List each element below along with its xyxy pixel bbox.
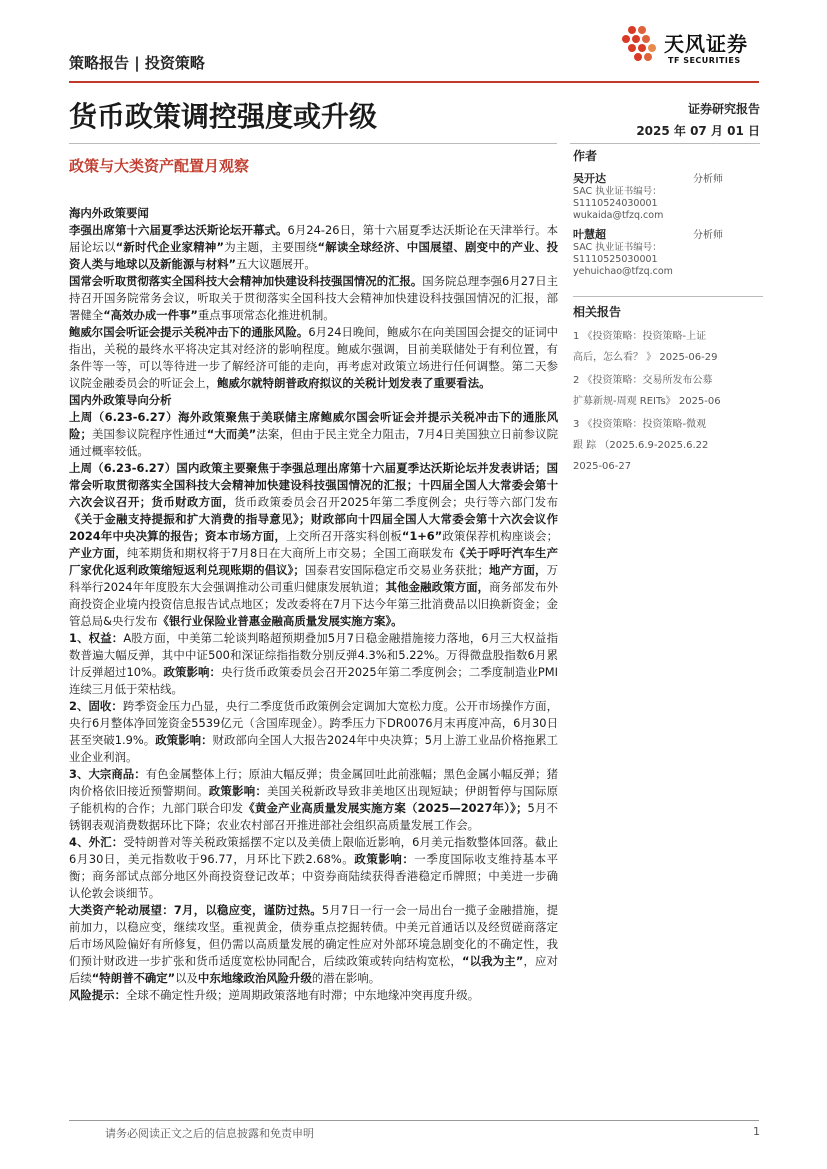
text: 法案，但由于民主党全力阻击，7月4日美国独立日前参议院通过概率较低。 xyxy=(69,427,558,458)
emph: 《银行业保险业普惠金融高质量发展实施方案》。 xyxy=(157,614,403,628)
page-subtitle: 政策与大类资产配置月观察 xyxy=(69,157,250,175)
report-date: 2025 年 07 月 01 日 xyxy=(636,124,760,138)
related-report-link[interactable] xyxy=(573,326,763,368)
report-category: 策略报告 | 投资策略 xyxy=(69,54,205,72)
text: 重点事项常态化推进机制。 xyxy=(197,308,335,322)
paragraph xyxy=(69,324,558,392)
text: 财政部向全国人大报告2024年中央决算；5月上游工业品价格拖累工业企业利润。 xyxy=(69,733,558,764)
lead: 1、权益： xyxy=(69,631,124,645)
lead: 上周（6.23-6.27）国内政策主要聚焦于李强总理出席第十六届夏季达沃斯论坛并发表讲话；国常会听取贯彻落实全国科技大会精神加快建设科技强国情况的汇报；十四届全国人大常委会第十六次会议召开；货币财政方面， xyxy=(69,461,558,509)
emph: “新时代企业家精神” xyxy=(115,240,225,254)
text: 政策保荐机构座谈会； xyxy=(442,529,558,543)
lead: 李强出席第十六届夏季达沃斯论坛开幕式。 xyxy=(69,223,288,237)
text: A股方面，中美第二轮谈判略超预期叠加5月7日稳金融措施接力落地，6月三大权益指数普遍大幅反弹，其中中证500和深证综指指数分别反弹4.3%和5.22%。万得微盘股指数6月累计反弹超过10%。 xyxy=(69,631,558,679)
emph: 政策影响： xyxy=(208,784,268,798)
author-name: 叶慧超 xyxy=(573,228,606,241)
text: 万科举行2024年年度股东大会强调推动公司重归健康发展轨道； xyxy=(69,563,558,594)
header-rule xyxy=(69,81,759,83)
author-cert-label: SAC 执业证书编号： xyxy=(573,186,662,197)
text: 一季度国际收支维持基本平衡；商务部试点部分地区外商投资登记改革；中资券商陆续获得香港稳定币牌照；中美进一步确认伦敦会谈细节。 xyxy=(69,852,558,900)
sidebar-rule xyxy=(570,143,760,144)
emph: 政策影响： xyxy=(163,665,222,679)
text: 美国参议院程序性通过 xyxy=(91,427,207,441)
lead: 2、固收： xyxy=(69,699,123,713)
text: ，应对后续 xyxy=(69,954,558,985)
emph: “高效办成一件事” xyxy=(103,308,198,322)
page-number: 1 xyxy=(753,1125,760,1138)
main-body xyxy=(69,205,558,1004)
emph: “特朗普不确定” xyxy=(91,971,176,985)
paragraph xyxy=(69,460,558,630)
text: 上交所召开落实科创板 xyxy=(286,529,402,543)
text: 纯苯期货和期权将于7月8日在大商所上市交易；全国工商联发布 xyxy=(126,546,455,560)
related-line: 3 《投资策略：投资策略-微观 xyxy=(573,419,707,430)
related-report-link[interactable] xyxy=(573,370,763,412)
footer-rule xyxy=(69,1120,759,1121)
company-logo xyxy=(612,22,762,72)
text: 为主题，主要围绕 xyxy=(224,240,318,254)
author-cert: S1110525030001 xyxy=(573,254,658,265)
text: 6月24-26日，第十六届夏季达沃斯论在天津举行。本届论坛以 xyxy=(69,223,558,254)
emph: 地产方面， xyxy=(488,563,547,577)
page-title: 货币政策调控强度或升级 xyxy=(69,100,378,133)
related-reports xyxy=(573,303,763,479)
text: 有色金属整体上行；原油大幅反弹；贵金属回吐此前涨幅；黑色金属小幅反弹；猪肉价格依旧接近预警期间。 xyxy=(69,767,558,798)
text: 国务院总理李强6月27日主持召开国务院常务会议，听取关于贯彻落实全国科技大会精神加快建设科技强国情况的汇报，部署健全 xyxy=(69,274,558,322)
emph: 政策影响： xyxy=(155,733,213,747)
emph: 《关于金融支持提振和扩大消费的指导意见》；财政部向十四届全国人大常委会第十六次会议作2024年中央决算的报告；资本市场方面， xyxy=(69,512,558,543)
logo-name: 天风证券 xyxy=(664,32,748,56)
author-role: 分析师 xyxy=(693,174,723,185)
lead: 国常会听取贯彻落实全国科技大会精神加快建设科技强国情况的汇报。 xyxy=(69,274,423,288)
report-type: 证券研究报告 xyxy=(687,102,760,116)
text: 国泰君安国际稳定币交易业务获批； xyxy=(304,563,489,577)
authors-heading: 作者 xyxy=(573,149,598,163)
related-line: 1 《投资策略：投资策略-上证 xyxy=(573,331,707,342)
author-role: 分析师 xyxy=(693,230,723,241)
paragraph xyxy=(69,409,558,460)
text: 全球不确定性升级；逆周期政策落地有时滞；中东地缘冲突再度升级。 xyxy=(125,988,480,1002)
paragraph xyxy=(69,834,558,902)
emph: 其他金融政策方面， xyxy=(385,580,490,594)
emph: 鲍威尔就特朗普政府拟议的关税计划发表了重要看法。 xyxy=(217,376,491,390)
logo-mark-icon xyxy=(612,22,662,68)
text: 5月7日一行一会一局出台一揽子金融措施，提前加力，以稳应变，继续攻坚。重视黄金，债券重点挖掘转债。中美元首通话以及经贸磋商落定后市场风险偏好有所修复，但仍需以高质量发展的确定性应对外部环境急剧变化的不确定性，我们预计财政进一步扩张和货币适度宽松协同配合，后续政策或转向结构宽松， xyxy=(69,903,558,968)
author-cert: S1110524030001 xyxy=(573,198,658,209)
related-line: 高后，怎么看？ 》 2025-06-29 xyxy=(573,352,718,363)
related-line: 跟 踪 （2025.6.9-2025.6.22 xyxy=(573,440,709,451)
text: 受特朗普对等关税政策摇摆不定以及美债上限临近影响，6月美元指数整体回落。截止6月30日，美元指数收于96.77，月环比下跌2.68%。 xyxy=(69,835,559,866)
paragraph xyxy=(69,273,558,324)
logo-subtitle: TF SECURITIES xyxy=(668,56,741,65)
text: 五大议题展开。 xyxy=(235,257,316,271)
text: 美国关税新政导致非美地区出现短缺；伊朗暂停与国际原子能机构的合作；九部门联合印发 xyxy=(69,784,558,815)
text: 5月不锈钢表观消费数据环比下降；农业农村部召开推进部社会组织高质量发展工作会。 xyxy=(69,801,558,832)
text: 央行货币政策委员会召开2025年第二季度例会；二季度制造业PMI连续三月低于荣枯线。 xyxy=(69,665,558,696)
paragraph xyxy=(69,630,558,698)
text: 6月24日晚间，鲍威尔在向美国国会提交的证词中指出，关税的最终水平将决定其对经济的影响程度。鲍威尔强调，目前美联储处于有利位置，有条件等一等，可以等待进一步了解经济可能的走向，再考虑对政策立场进行任何调整。第二天参议院金融委员会的听证会上， xyxy=(69,325,558,390)
emph: 政策影响： xyxy=(354,852,415,866)
author-email[interactable]: wukaida@tfzq.com xyxy=(573,210,664,221)
author-card xyxy=(573,170,763,222)
author-name: 吴开达 xyxy=(573,172,606,185)
text: 跨季资金压力凸显，央行二季度货币政策例会定调加大宽松力度。公开市场操作方面，央行6月整体净回笼资金5539亿元（含国库现金）。跨季压力下DR0076月末再度冲高，6月30日甚至突破1.9%。 xyxy=(69,699,558,747)
section-heading: 海内外政策要闻 xyxy=(69,206,149,220)
paragraph xyxy=(69,987,558,1004)
paragraph xyxy=(69,766,558,834)
text: 货币政策委员会召开2025年第二季度例会；央行等六部门发布 xyxy=(234,495,558,509)
related-line: 扩募新规-周观 REITs》 2025-06 xyxy=(573,396,721,407)
lead: 风险提示： xyxy=(69,988,126,1002)
paragraph xyxy=(69,222,558,273)
author-cert-label: SAC 执业证书编号： xyxy=(573,242,662,253)
paragraph xyxy=(69,902,558,987)
section-heading: 国内外政策导向分析 xyxy=(69,393,172,407)
related-report-link[interactable] xyxy=(573,414,763,477)
author-email[interactable]: yehuichao@tfzq.com xyxy=(573,266,673,277)
author-card xyxy=(573,226,763,278)
emph: 《黄金产业高质量发展实施方案（2025—2027年）》； xyxy=(243,801,528,815)
related-line: 2 《投资策略：交易所发布公募 xyxy=(573,375,713,386)
sidebar-divider xyxy=(573,296,763,297)
paragraph xyxy=(69,698,558,766)
text: 的潜在影响。 xyxy=(311,971,381,985)
emph: 《关于呼吁汽车生产厂家优化返利政策缩短返利兑现账期的倡议》； xyxy=(69,546,558,577)
emph: “1+6” xyxy=(401,529,443,543)
author-panel xyxy=(573,147,763,282)
footer-disclaimer: 请务必阅读正文之后的信息披露和免责申明 xyxy=(105,1127,314,1140)
lead: 鲍威尔国会听证会提示关税冲击下的通胀风险。 xyxy=(69,325,309,339)
lead: 3、大宗商品： xyxy=(69,767,146,781)
lead: 大类资产轮动展望：7月，以稳应变，谨防过热。 xyxy=(69,903,322,917)
text: 商务部发布外商投资企业境内投资信息报告试点地区；发改委将在7月下达今年第三批消费品以旧换新资金；金管总局&央行发布 xyxy=(69,580,558,628)
lead: 4、外汇： xyxy=(69,835,124,849)
related-heading: 相关报告 xyxy=(573,305,622,319)
emph: 产业方面， xyxy=(69,546,127,560)
text: 以及 xyxy=(175,971,198,985)
title-rule xyxy=(69,143,557,144)
related-line: 2025-06-27 xyxy=(573,461,632,472)
lead: 上周（6.23-6.27）海外政策聚焦于美联储主席鲍威尔国会听证会并提示关税冲击下的通胀风险； xyxy=(69,410,558,441)
emph: “以我为主” xyxy=(461,954,524,968)
emph: “大而美” xyxy=(206,427,257,441)
emph: “解读全球经济、中国展望、剧变中的产业、投资人类与地球以及新能源与材料” xyxy=(69,240,558,271)
emph: 中东地缘政治风险升级 xyxy=(197,971,312,985)
